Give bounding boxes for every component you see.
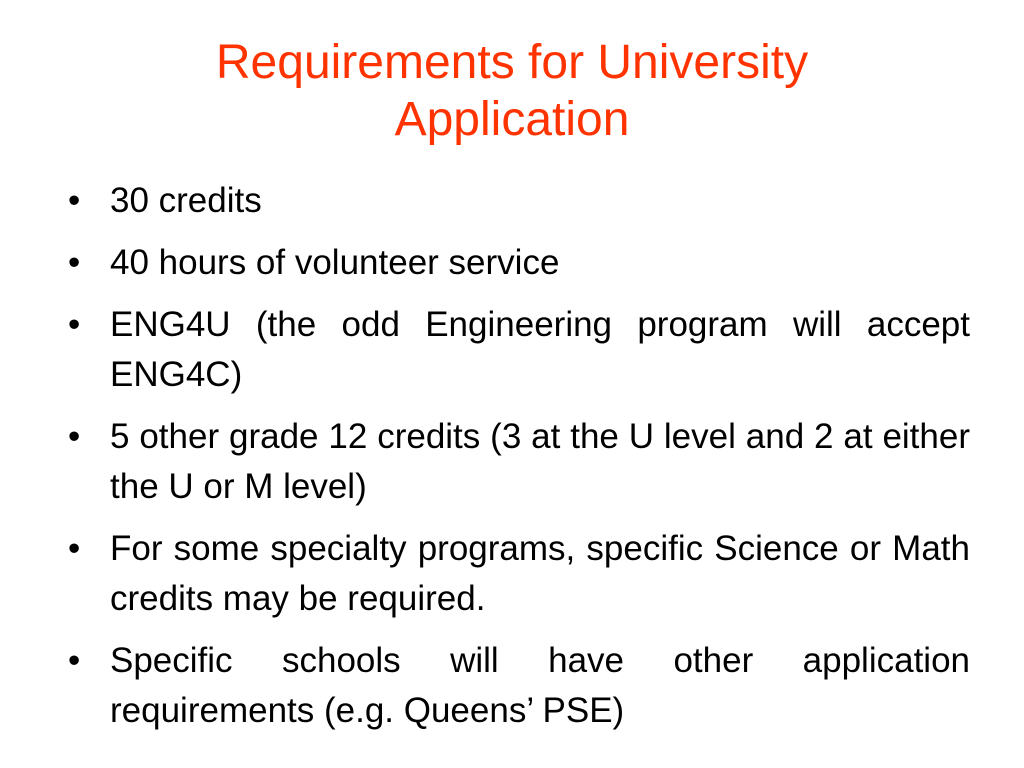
bullet-item-specialty-programs [68, 524, 970, 624]
bullet-dot-icon: • [68, 305, 81, 344]
slide-title [80, 34, 944, 148]
bullet-dot-icon: • [68, 181, 81, 220]
bullet-dot-icon: • [68, 641, 81, 680]
bullet-text: ENG4U (the odd Engineering program will accept ENG4C) [110, 305, 970, 394]
bullet-dot-icon: • [68, 243, 81, 282]
bullet-text: 30 credits [110, 181, 262, 220]
bullet-text: 5 other grade 12 credits (3 at the U level and 2 at either the U or M level) [110, 417, 970, 506]
bullet-item-grade12-credits [68, 412, 970, 512]
bullet-item-eng4u [68, 300, 970, 400]
bullet-text: Specific schools will have other application requirements (e.g. Queens’ PSE) [110, 641, 970, 730]
bullet-dot-icon: • [68, 417, 81, 456]
bullet-item-volunteer-hours [68, 238, 970, 288]
bullet-list [68, 176, 970, 748]
slide-title-line-1: Requirements for University [215, 36, 809, 89]
bullet-text: For some specialty programs, specific Science or Math credits may be required. [110, 529, 970, 618]
bullet-item-school-requirements [68, 636, 970, 736]
slide-title-line-2: Application [394, 93, 630, 146]
bullet-dot-icon: • [68, 529, 81, 568]
bullet-item-credits [68, 176, 970, 226]
bullet-text: 40 hours of volunteer service [110, 243, 560, 282]
